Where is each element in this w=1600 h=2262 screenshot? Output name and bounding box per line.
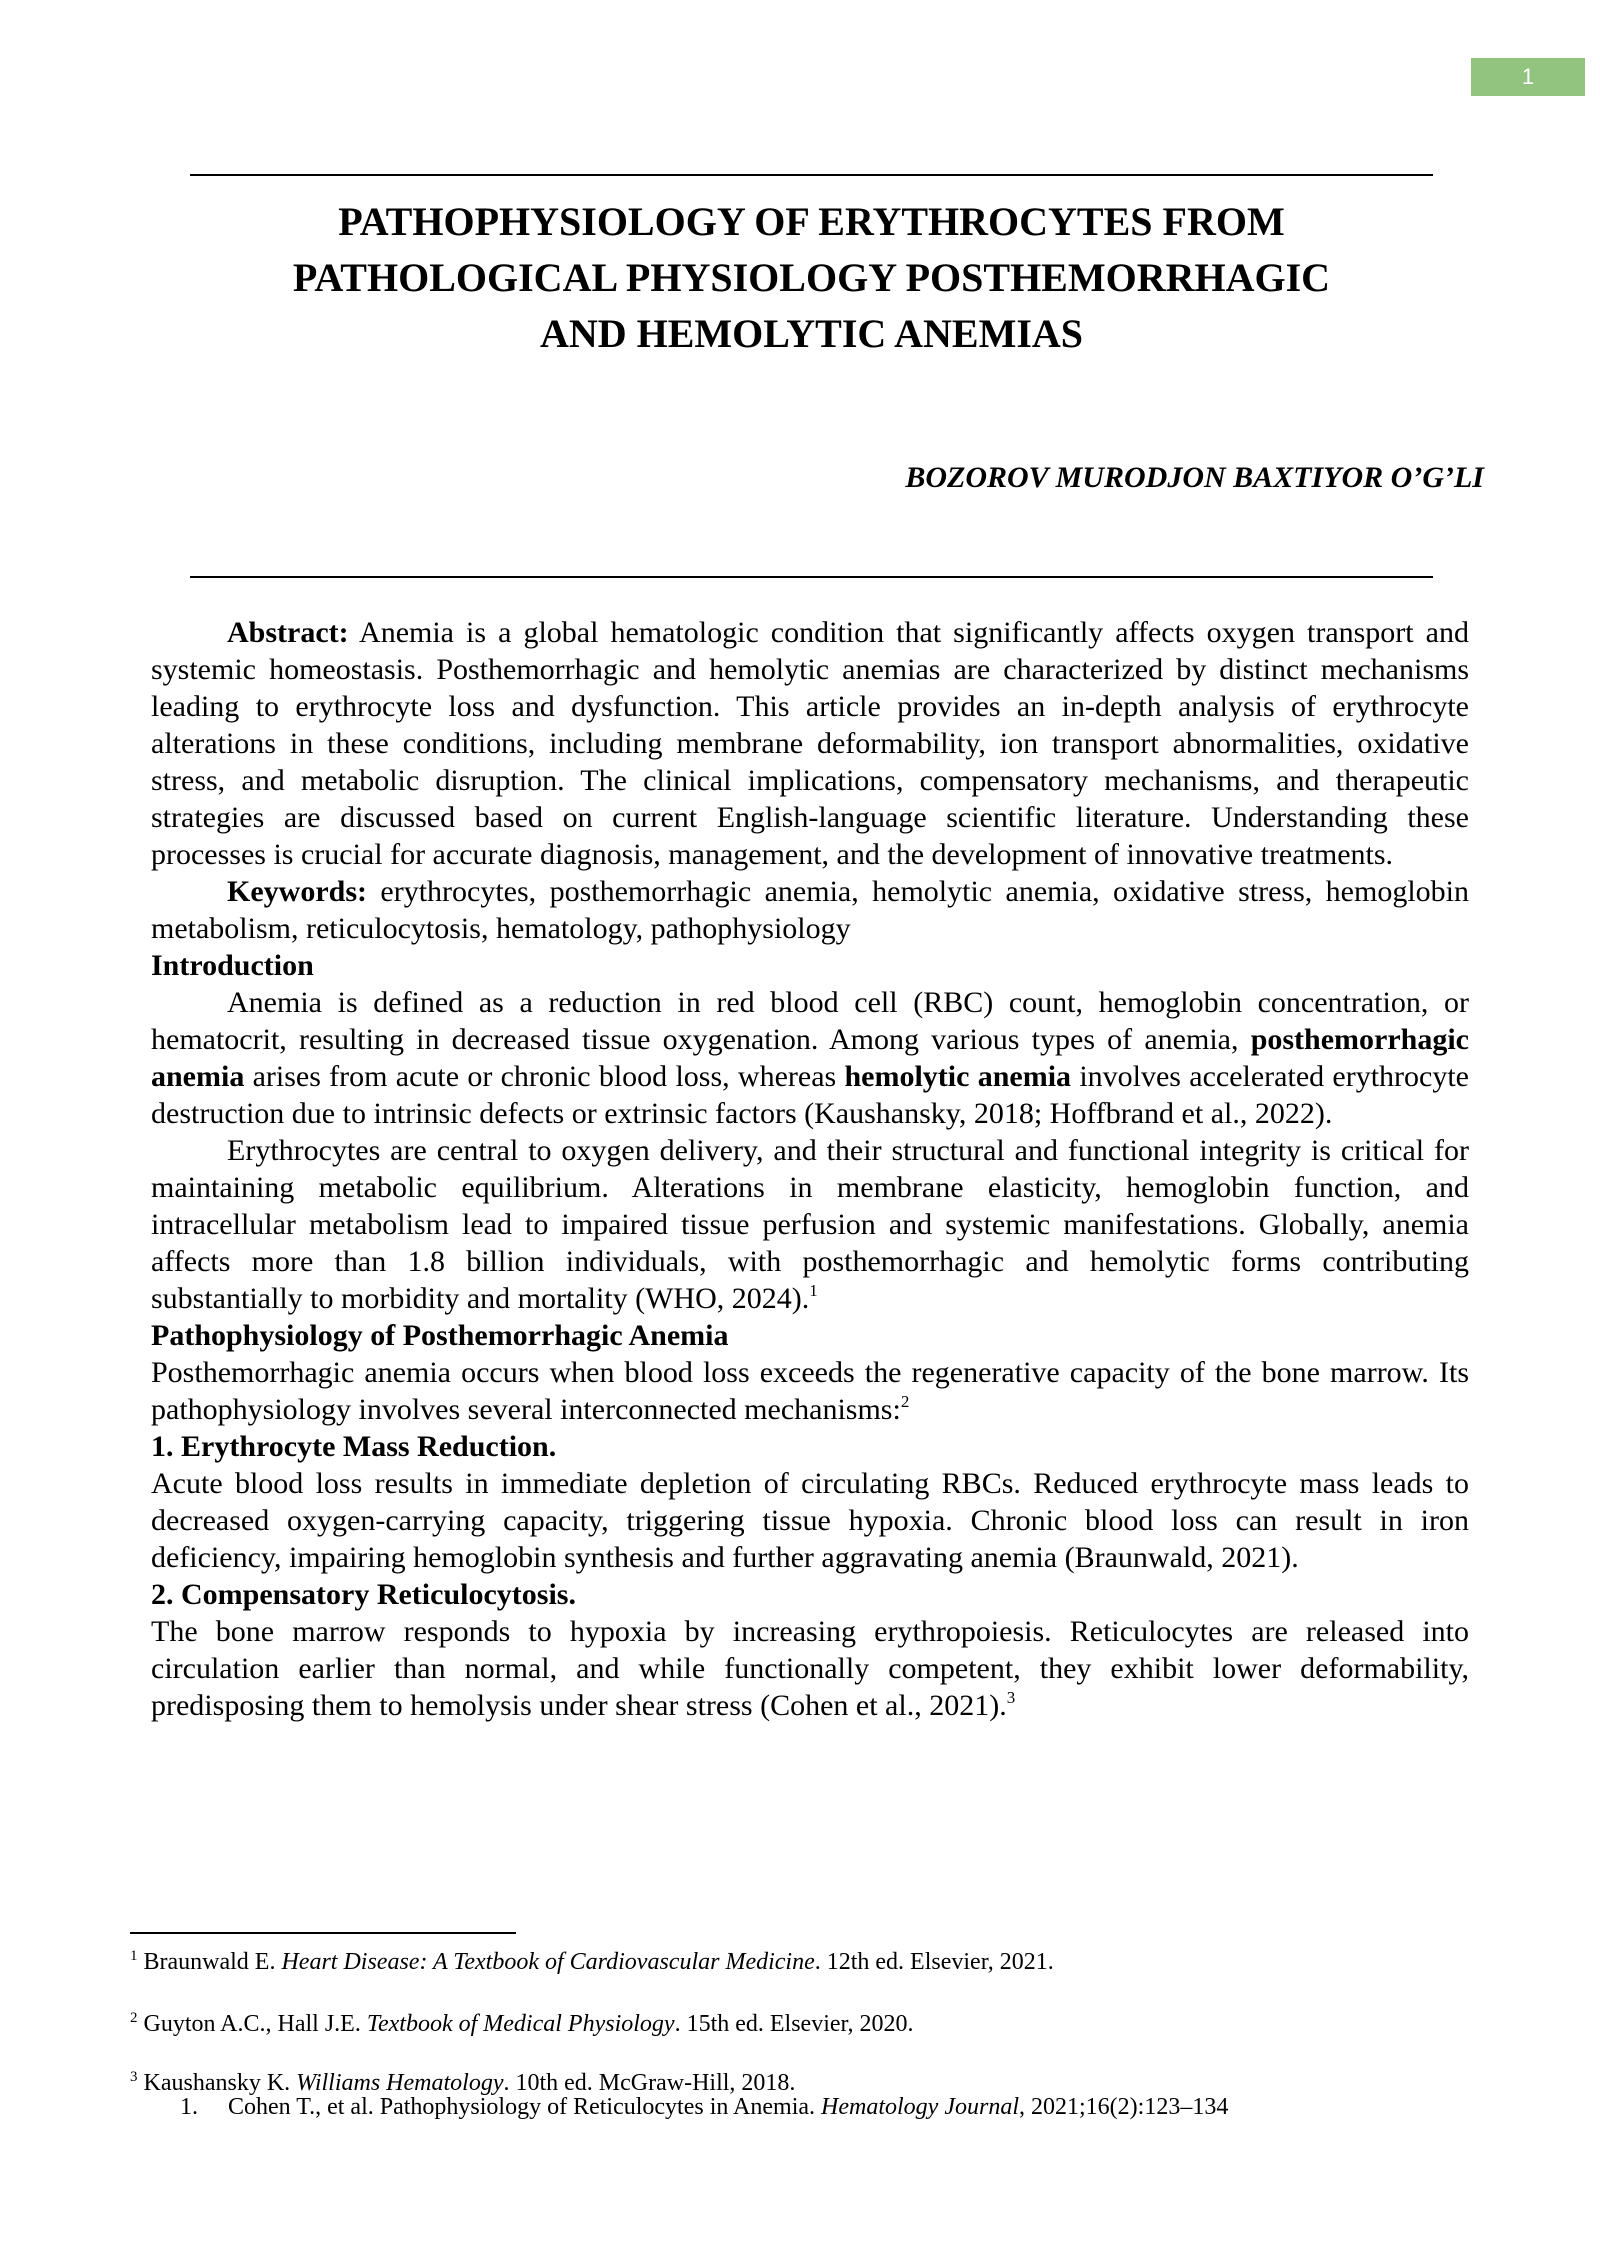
reference-author-title: Cohen T., et al. Pathophysiology of Reticulocytes in Anemia. — [228, 2094, 822, 2120]
reference-list-item — [180, 2092, 1228, 2122]
section-2-text: The bone marrow responds to hypoxia by increasing erythropoiesis. Reticulocytes are released into circulation earlier than normal, and while functionally competent, they exhibit lower deformability, predisposing them to hemolysis under shear stress (Cohen et al., 2021). — [151, 1615, 1469, 1722]
footnote-ref-3[interactable]: 3 — [1006, 1688, 1016, 1707]
footnote-2-book-title: Textbook of Medical Physiology — [366, 2011, 675, 2037]
reference-number: 1. — [180, 2094, 198, 2120]
abstract-text: Anemia is a global hematologic condition that significantly affects oxygen transport and systemic homeostasis. Posthemorrhagic and hemolytic anemias are characterized by distinct mechanisms leading to erythrocyte loss and dysfunction. This article provides an in-depth analysis of erythrocyte alterations in these conditions, including membrane deformability, ion transport abnormalities, oxidative stress, and metabolic disruption. The clinical implications, compensatory mechanisms, and therapeutic strategies are discussed based on current English-language scientific literature. Understanding these processes is crucial for accurate diagnosis, management, and the development of innovative treatments. — [151, 616, 1469, 871]
abstract-paragraph — [151, 614, 1469, 873]
top-divider — [190, 174, 1433, 176]
footnote-ref-1[interactable]: 1 — [809, 1281, 818, 1300]
intro-p1-text-a: Anemia is defined as a reduction in red blood cell (RBC) count, hemoglobin concentration, or hematocrit, resulting in decreased tissue oxygenation. Among various types of anemia, — [151, 986, 1469, 1056]
posthemorrhagic-intro-text: Posthemorrhagic anemia occurs when blood loss exceeds the regenerative capacity of the bone marrow. Its pathophysiology involves several interconnected mechanisms: — [151, 1356, 1469, 1426]
footnote-2-author: Guyton A.C., Hall J.E. — [137, 2011, 367, 2037]
footnote-2-publisher: . 15th ed. Elsevier, 2020. — [674, 2011, 914, 2037]
intro-p1-bold-posthemorrhagic: posthemorrhagic anemia — [151, 1023, 1469, 1093]
footnote-1-number: 1 — [130, 1948, 138, 1964]
author-name: BOZOROV MURODJON BAXTIYOR O’G’LI — [905, 461, 1484, 494]
keywords-text: erythrocytes, posthemorrhagic anemia, hemolytic anemia, oxidative stress, hemoglobin metabolism, reticulocytosis, hematology, pathophysiology — [151, 875, 1469, 945]
reference-journal: Hematology Journal — [821, 2094, 1019, 2120]
intro-p1-text-e: involves accelerated erythrocyte destruction due to intrinsic defects or extrinsic factors (Kaushansky, 2018; Hoffbrand et al., 2022). — [151, 1060, 1470, 1130]
section-2-paragraph — [151, 1613, 1469, 1724]
introduction-paragraph-1 — [151, 984, 1469, 1132]
reference-citation: , 2021;16(2):123–134 — [1019, 2094, 1229, 2120]
intro-p2-text: Erythrocytes are central to oxygen delivery, and their structural and functional integrity is critical for maintaining metabolic equilibrium. Alterations in membrane elasticity, hemoglobin function, and intracellular metabolism lead to impaired tissue perfusion and systemic manifestations. Globally, anemia affects more than 1.8 billion individuals, with posthemorrhagic and hemolytic forms contributing substantially to morbidity and mortality (WHO, 2024). — [151, 1134, 1469, 1315]
footnote-3-book-title: Williams Hematology — [296, 2070, 504, 2096]
footnote-1-publisher: . 12th ed. Elsevier, 2021. — [814, 1949, 1054, 1975]
paper-title — [190, 194, 1433, 362]
title-line-2: PATHOLOGICAL PHYSIOLOGY POSTHEMORRHAGIC — [292, 255, 1331, 300]
abstract-label: Abstract: — [227, 616, 349, 649]
article-body — [151, 614, 1469, 1724]
posthemorrhagic-heading: Pathophysiology of Posthemorrhagic Anemia — [151, 1319, 729, 1352]
footnote-1-book-title: Heart Disease: A Textbook of Cardiovascular Medicine — [281, 1949, 815, 1975]
footnote-ref-2[interactable]: 2 — [900, 1392, 910, 1411]
footnote-3-author: Kaushansky K. — [137, 2070, 297, 2096]
page-number-badge: 1 — [1471, 58, 1585, 96]
footnote-1-author: Braunwald E. — [137, 1949, 282, 1975]
title-line-1: PATHOPHYSIOLOGY OF ERYTHROCYTES FROM — [338, 199, 1285, 244]
footnote-3-publisher: . 10th ed. McGraw-Hill, 2018. — [503, 2070, 796, 2096]
keywords-label: Keywords: — [227, 875, 367, 908]
intro-p1-text-c: arises from acute or chronic blood loss, whereas — [244, 1060, 845, 1093]
title-line-3: AND HEMOLYTIC ANEMIAS — [539, 311, 1084, 356]
footnote-2 — [130, 2009, 914, 2039]
footnote-1 — [130, 1947, 1054, 1977]
footnote-3-number: 3 — [130, 2069, 138, 2085]
introduction-paragraph-2 — [151, 1132, 1469, 1317]
footnote-2-number: 2 — [130, 2010, 138, 2026]
intro-p1-bold-hemolytic: hemolytic anemia — [844, 1060, 1072, 1093]
section-2-heading: 2. Compensatory Reticulocytosis. — [151, 1578, 576, 1611]
bottom-divider — [190, 576, 1433, 578]
posthemorrhagic-intro — [151, 1354, 1469, 1428]
keywords-paragraph — [151, 873, 1469, 947]
section-1-text: Acute blood loss results in immediate depletion of circulating RBCs. Reduced erythrocyte mass leads to decreased oxygen-carrying capacity, triggering tissue hypoxia. Chronic blood loss can result in iron deficiency, impairing hemoglobin synthesis and further aggravating anemia (Braunwald, 2021). — [151, 1467, 1469, 1574]
footnote-divider — [130, 1932, 516, 1934]
section-1-heading: 1. Erythrocyte Mass Reduction. — [151, 1430, 557, 1463]
introduction-heading: Introduction — [151, 949, 314, 982]
